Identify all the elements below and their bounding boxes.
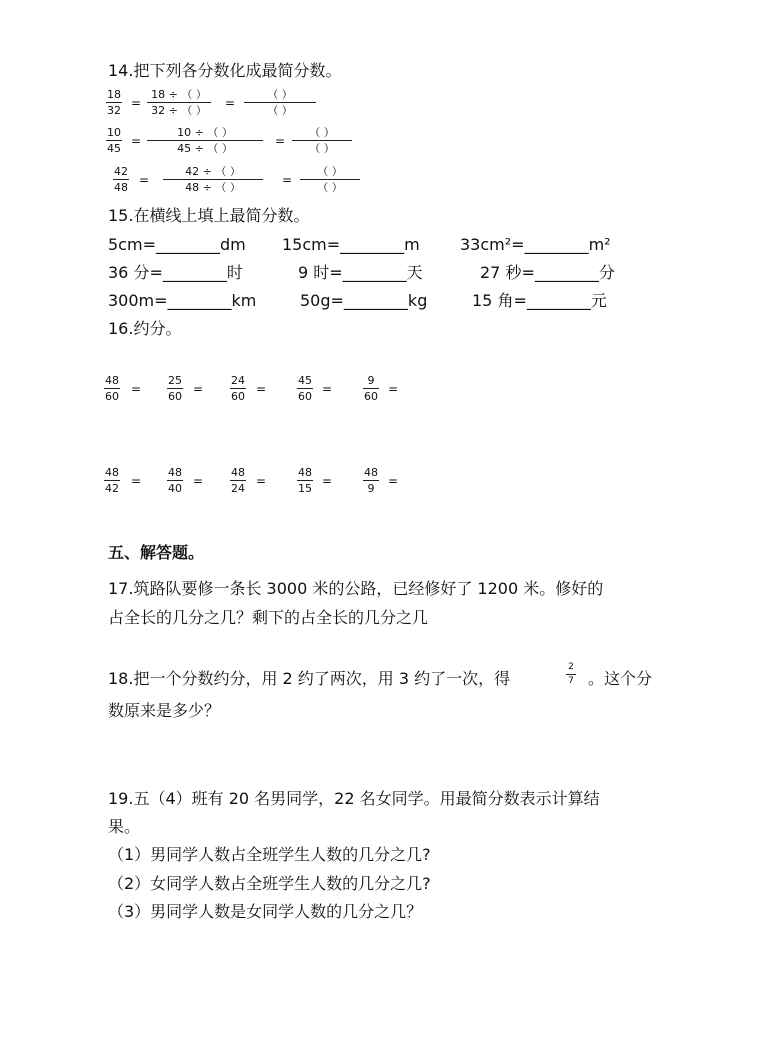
q16-r2-fraction-5 (363, 466, 379, 495)
q16-r2-fraction-3 (230, 466, 246, 495)
q16-r1-fraction-3 (230, 374, 246, 403)
denominator-blank[interactable]: （ ） (317, 181, 343, 194)
equals-sign: = (275, 134, 286, 148)
denominator: 40 (168, 482, 182, 495)
denominator: 15 (298, 482, 312, 495)
denominator: 60 (298, 390, 312, 403)
denominator: 7 (568, 676, 574, 686)
q16-r1-fraction-4 (297, 374, 313, 403)
numerator: 45 (298, 374, 312, 387)
q14-r2-fraction (106, 126, 122, 155)
equals-sign: = (322, 382, 333, 396)
q14-r3-fraction (113, 165, 129, 194)
q19-sub-3: （3）男同学人数是女同学人数的几分之几？ (108, 902, 423, 921)
q17-line-1: 17.筑路队要修一条长 3000 米的公路，已经修好了 1200 米。修好的 (108, 579, 604, 598)
equals-sign: = (388, 382, 399, 396)
denominator: 32 ÷ （ ） (151, 104, 207, 117)
numerator: 48 (105, 466, 119, 479)
q16-r1-fraction-1 (104, 374, 120, 403)
equals-sign: = (388, 474, 399, 488)
denominator-blank[interactable]: （ ） (267, 104, 293, 117)
numerator: 24 (231, 374, 245, 387)
q14-r1-answer (244, 88, 316, 117)
q15-item-2[interactable]: 15cm=________m (282, 235, 420, 254)
q19-sub-2: （2）女同学人数占全班学生人数的几分之几? (108, 874, 431, 893)
q18-line-1b: 。这个分 (588, 669, 653, 688)
q15-item-8[interactable]: 50g=________kg (300, 291, 428, 310)
q16-r1-fraction-2 (167, 374, 183, 403)
denominator: 60 (364, 390, 378, 403)
numerator: 9 (367, 374, 375, 387)
q16-r2-fraction-1 (104, 466, 120, 495)
equals-sign: = (256, 382, 267, 396)
q16-r1-fraction-5 (363, 374, 379, 403)
q16-r2-fraction-2 (167, 466, 183, 495)
q18-result-fraction (566, 662, 576, 687)
equals-sign: = (139, 173, 150, 187)
numerator: 48 (231, 466, 245, 479)
q15-item-4[interactable]: 36 分=________时 (108, 263, 243, 282)
q19-line-2: 果。 (108, 817, 141, 836)
q16-title: 16.约分。 (108, 319, 182, 338)
equals-sign: = (193, 382, 204, 396)
numerator: 18 ÷ （ ） (151, 88, 207, 101)
q14-r2-mid-fraction (147, 126, 263, 155)
numerator: 48 (105, 374, 119, 387)
numerator: 10 ÷ （ ） (177, 126, 233, 139)
q16-r2-fraction-4 (297, 466, 313, 495)
denominator: 60 (168, 390, 182, 403)
equals-sign: = (131, 382, 142, 396)
q15-item-6[interactable]: 27 秒=________分 (480, 263, 615, 282)
denominator: 48 (114, 181, 128, 194)
denominator: 45 (107, 142, 121, 155)
denominator: 42 (105, 482, 119, 495)
numerator: 42 ÷ （ ） (185, 165, 241, 178)
numerator: 48 (298, 466, 312, 479)
denominator: 9 (367, 482, 375, 495)
q18-line-1a: 18.把一个分数约分，用 2 约了两次，用 3 约了一次，得 (108, 669, 511, 688)
denominator: 45 ÷ （ ） (177, 142, 233, 155)
numerator-blank[interactable]: （ ） (267, 88, 293, 101)
equals-sign: = (193, 474, 204, 488)
equals-sign: = (282, 173, 293, 187)
numerator: 48 (364, 466, 378, 479)
q14-title: 14.把下列各分数化成最简分数。 (108, 61, 342, 80)
equals-sign: = (256, 474, 267, 488)
numerator-blank[interactable]: （ ） (309, 126, 335, 139)
q15-item-5[interactable]: 9 时=________天 (298, 263, 423, 282)
q14-r2-answer (292, 126, 352, 155)
q14-r1-fraction (106, 88, 122, 117)
denominator-blank[interactable]: （ ） (309, 142, 335, 155)
numerator: 48 (168, 466, 182, 479)
denominator: 32 (107, 104, 121, 117)
numerator: 18 (107, 88, 121, 101)
denominator: 60 (231, 390, 245, 403)
q15-item-7[interactable]: 300m=________km (108, 291, 257, 310)
q18-line-2: 数原来是多少？ (108, 701, 221, 720)
equals-sign: = (131, 96, 142, 110)
denominator: 24 (231, 482, 245, 495)
equals-sign: = (322, 474, 333, 488)
q17-line-2: 占全长的几分之几？剩下的占全长的几分之几 (108, 608, 429, 627)
numerator: 42 (114, 165, 128, 178)
q15-item-3[interactable]: 33cm²=________m² (460, 235, 611, 254)
equals-sign: = (131, 134, 142, 148)
q19-line-1: 19.五（4）班有 20 名男同学，22 名女同学。用最简分数表示计算结 (108, 789, 600, 808)
q15-item-1[interactable]: 5cm=________dm (108, 235, 246, 254)
equals-sign: = (225, 96, 236, 110)
q15-item-9[interactable]: 15 角=________元 (472, 291, 607, 310)
q14-r1-mid-fraction (147, 88, 211, 117)
q15-title: 15.在横线上填上最简分数。 (108, 206, 310, 225)
denominator: 60 (105, 390, 119, 403)
q19-sub-1: （1）男同学人数占全班学生人数的几分之几? (108, 845, 431, 864)
numerator-blank[interactable]: （ ） (317, 165, 343, 178)
equals-sign: = (131, 474, 142, 488)
q14-r3-answer (300, 165, 360, 194)
q14-r3-mid-fraction (163, 165, 263, 194)
section-5-heading: 五、解答题。 (108, 543, 205, 562)
numerator: 2 (568, 662, 574, 672)
denominator: 48 ÷ （ ） (185, 181, 241, 194)
numerator: 10 (107, 126, 121, 139)
numerator: 25 (168, 374, 182, 387)
